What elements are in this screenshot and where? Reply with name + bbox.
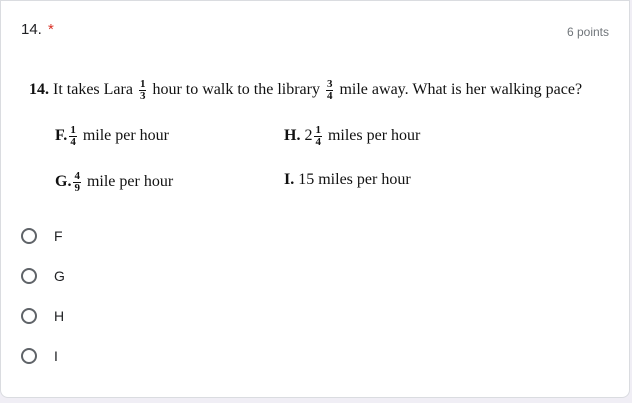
fraction-three-fourths: $\frac{3}{4}$ — [326, 78, 333, 102]
option-f[interactable] — [21, 224, 63, 248]
option-label: G — [54, 268, 65, 284]
radio-button[interactable] — [21, 308, 37, 324]
problem-number: 14. — [29, 81, 49, 99]
answer-f: F. $\frac{1}{4}$ mile per hour — [55, 124, 170, 148]
radio-button[interactable] — [21, 348, 37, 364]
question-number: 14. — [21, 21, 42, 38]
question-image — [29, 79, 609, 209]
stem-text-b: hour to walk to the library — [148, 81, 324, 99]
points-label: 6 points — [566, 25, 609, 39]
answer-g: G. $\frac{4}{9}$ mile per hour — [55, 170, 174, 194]
option-i[interactable] — [21, 344, 58, 368]
answer-i: I. 15 miles per hour — [284, 171, 411, 188]
problem-stem — [29, 79, 582, 102]
option-g[interactable] — [21, 264, 65, 288]
fraction-one-third: $\frac{1}{3}$ — [139, 78, 146, 102]
option-label: H — [54, 308, 65, 324]
question-title — [21, 21, 54, 38]
radio-button[interactable] — [21, 268, 37, 284]
option-h[interactable] — [21, 304, 64, 328]
required-marker: * — [48, 21, 54, 38]
radio-button[interactable] — [21, 228, 37, 244]
answer-h: H. 2 $\frac{1}{4}$ miles per hour — [284, 124, 421, 148]
option-label: I — [54, 348, 58, 364]
stem-text-c: mile away. What is her walking pace? — [335, 81, 583, 99]
stem-text-a: It takes Lara — [49, 81, 137, 99]
option-label: F — [54, 228, 63, 244]
